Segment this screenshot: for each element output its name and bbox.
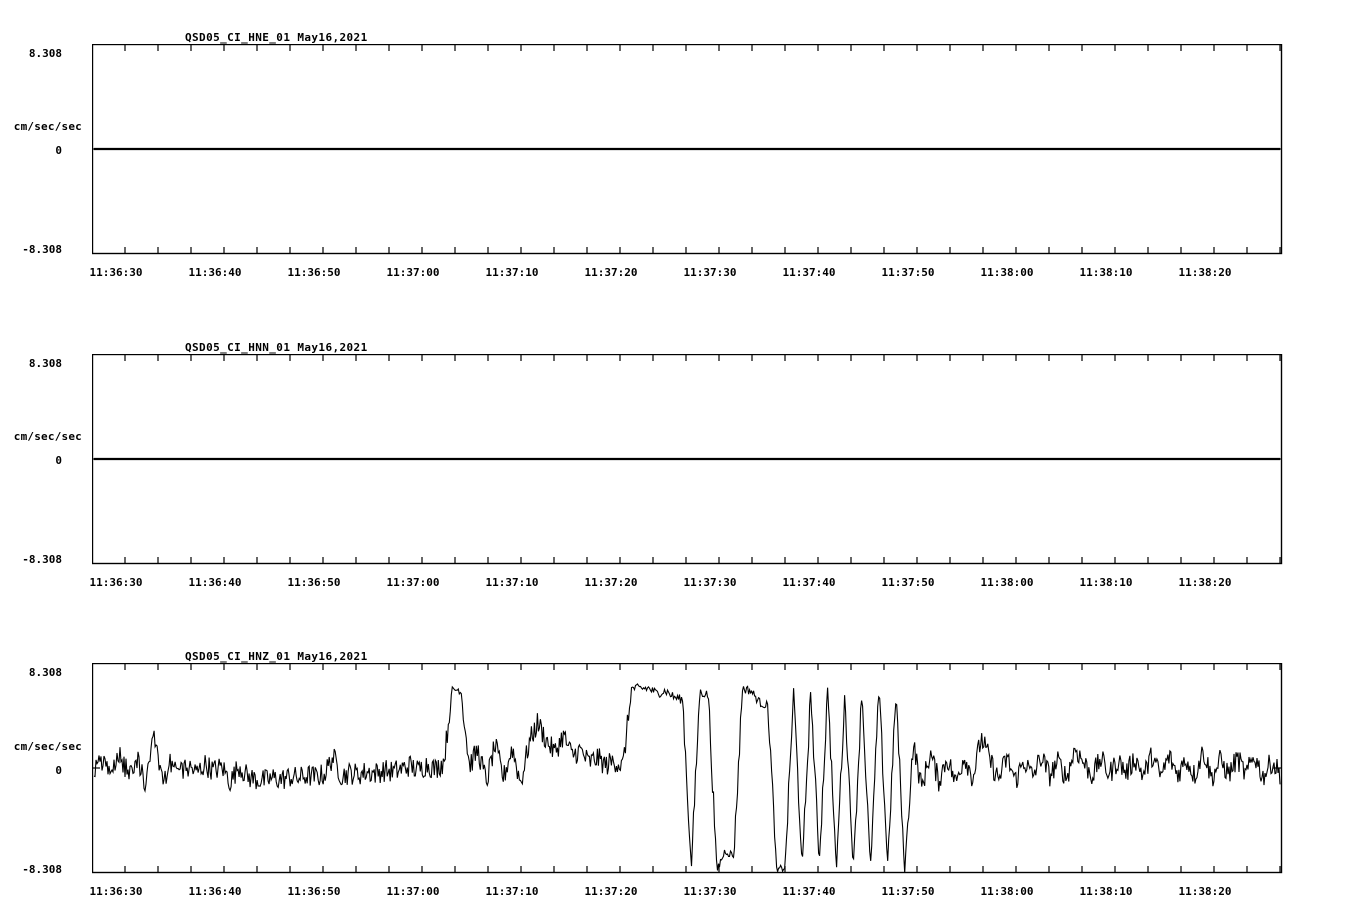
x-tick-hnz-5: 11:37:20 [584,885,638,898]
panel-hne [0,0,1358,300]
x-tick-hnz-6: 11:37:30 [683,885,737,898]
x-tick-hnn-6: 11:37:30 [683,576,737,589]
x-tick-hne-6: 11:37:30 [683,266,737,279]
y-tick-top-hnn: 8.308 [28,357,62,370]
x-tick-hnz-7: 11:37:40 [782,885,836,898]
x-tick-hnn-10: 11:38:10 [1079,576,1133,589]
x-tick-hnn-7: 11:37:40 [782,576,836,589]
y-tick-mid-hnz: 0 [55,764,62,777]
y-axis-label-hne: cm/sec/sec [13,120,82,133]
x-tick-hnn-5: 11:37:20 [584,576,638,589]
axes-hnn [92,354,1292,574]
axes-hne [92,44,1292,264]
plot-title-hnz: QSD05_CI_HNZ_01 May16,2021 [185,650,368,663]
x-tick-hnn-0: 11:36:30 [89,576,143,589]
x-tick-hnn-8: 11:37:50 [881,576,935,589]
x-tick-hne-7: 11:37:40 [782,266,836,279]
x-tick-hnn-4: 11:37:10 [485,576,539,589]
x-tick-hne-3: 11:37:00 [386,266,440,279]
x-tick-hne-1: 11:36:40 [188,266,242,279]
axes-hnz [92,663,1292,883]
y-tick-bottom-hnz: -8.308 [22,863,62,876]
x-tick-hne-5: 11:37:20 [584,266,638,279]
x-tick-hnz-4: 11:37:10 [485,885,539,898]
y-axis-label-hnn: cm/sec/sec [13,430,82,443]
x-tick-hnn-11: 11:38:20 [1178,576,1232,589]
y-tick-mid-hnn: 0 [55,454,62,467]
x-tick-hne-0: 11:36:30 [89,266,143,279]
x-tick-hnn-9: 11:38:00 [980,576,1034,589]
plot-title-hne: QSD05_CI_HNE_01 May16,2021 [185,31,368,44]
y-tick-mid-hne: 0 [55,144,62,157]
x-tick-hnz-0: 11:36:30 [89,885,143,898]
x-tick-hne-2: 11:36:50 [287,266,341,279]
y-tick-top-hne: 8.308 [28,47,62,60]
x-tick-hne-9: 11:38:00 [980,266,1034,279]
panel-hnn [0,308,1358,608]
x-tick-hnz-8: 11:37:50 [881,885,935,898]
panel-hnz [0,616,1358,924]
x-tick-hnn-3: 11:37:00 [386,576,440,589]
y-tick-top-hnz: 8.308 [28,666,62,679]
x-tick-hnz-9: 11:38:00 [980,885,1034,898]
x-tick-hne-4: 11:37:10 [485,266,539,279]
x-tick-hnz-10: 11:38:10 [1079,885,1133,898]
x-tick-hne-10: 11:38:10 [1079,266,1133,279]
x-tick-hne-11: 11:38:20 [1178,266,1232,279]
x-tick-hnn-1: 11:36:40 [188,576,242,589]
x-tick-hne-8: 11:37:50 [881,266,935,279]
y-tick-bottom-hne: -8.308 [22,243,62,256]
waveform-trace-hnz [94,684,1280,873]
y-tick-bottom-hnn: -8.308 [22,553,62,566]
x-tick-hnz-2: 11:36:50 [287,885,341,898]
x-tick-hnz-1: 11:36:40 [188,885,242,898]
plot-title-hnn: QSD05_CI_HNN_01 May16,2021 [185,341,368,354]
x-tick-hnz-3: 11:37:00 [386,885,440,898]
x-tick-hnz-11: 11:38:20 [1178,885,1232,898]
x-tick-hnn-2: 11:36:50 [287,576,341,589]
y-axis-label-hnz: cm/sec/sec [13,740,82,753]
